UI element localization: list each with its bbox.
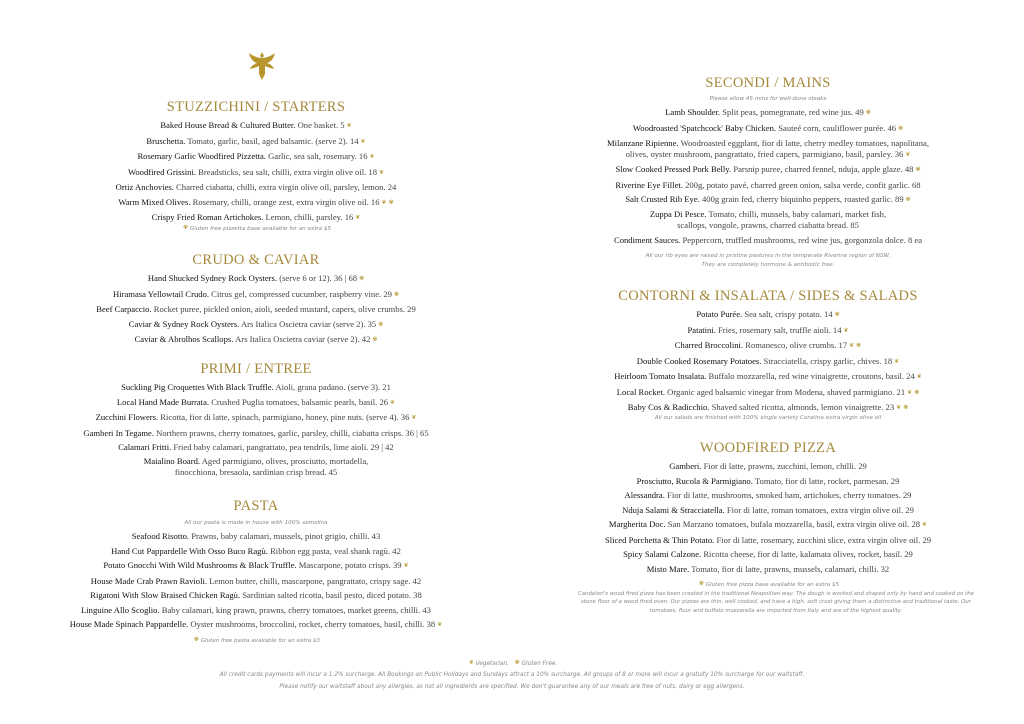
- vegetarian-leaf-icon: ❦: [437, 622, 443, 628]
- menu-item: Misto Mare. Tomato, fior di latte, prawns, mussels, calamari, chilli. 32: [646, 563, 890, 574]
- wheat-icon: ✾: [914, 389, 920, 396]
- menu-item: Slow Cooked Pressed Pork Belly. Parsnip puree, charred fennel, nduja, apple glaze. 48 ✾: [615, 164, 921, 174]
- menu-item: House Made Crab Prawn Ravioli. Lemon butter, chilli, mascarpone, pangrattato, crispy sage. 42: [90, 575, 422, 586]
- wheat-icon: ✾: [359, 276, 365, 282]
- vegetarian-leaf-icon: ❦: [849, 343, 855, 349]
- section-subnote: Please allow 45 mins for well-done steaks: [709, 96, 827, 102]
- vegetarian-leaf-icon: ❦: [403, 563, 409, 569]
- wheat-icon: ✾: [388, 199, 394, 206]
- menu-item: Bruschetta. Tomato, garlic, basil, aged balsamic. (serve 2). 14 ❦: [146, 135, 366, 146]
- vegetarian-leaf-icon: ❦: [905, 151, 911, 158]
- wheat-icon: ✾: [698, 580, 704, 587]
- menu-item: House Made Spinach Pappardelle. Oyster mushrooms, broccolini, rocket, cherry tomatoes, basil, chilli. 38 ❦: [69, 619, 443, 629]
- menu-item: Rigatoni With Slow Braised Chicken Ragù. Sardinian salted ricotta, basil pesto, diced potato. 38: [90, 590, 422, 600]
- footer-legend: ❦ Vegetarian. ✾ Gluten Free.: [468, 659, 558, 667]
- menu-item: Gamberi. Fior di latte, prawns, zucchini, lemon, chilli. 29: [669, 461, 867, 471]
- primi-list: [0, 380, 512, 480]
- menu-item: Maialino Board. Aged parmigiano, olives, prosciutto, mortadella, finocchiona, bresaola, sardinian crisp bread. 45: [143, 456, 369, 477]
- wheat-icon: ✾: [915, 167, 921, 173]
- menu-item: Hand Shucked Sydney Rock Oysters. (serve 6 or 12). 36 | 68 ✾: [147, 273, 365, 283]
- vegetarian-leaf-icon: ❦: [381, 199, 387, 206]
- menu-item: Gamberi In Tegame. Northern prawns, cherry tomatoes, garlic, parsley, chilli, ciabatta crisps. 36 | 65: [83, 427, 429, 438]
- menu-item: Spicy Salami Calzone. Ricotta cheese, fior di latte, kalamata olives, rocket, basil. 29: [623, 549, 913, 559]
- wheat-icon: ✾: [514, 659, 520, 666]
- menu-item: Lamb Shoulder. Split peas, pomegranate, red wine jus. 49 ✾: [665, 107, 871, 117]
- section-note: They are completely hormone & antibiotic free.: [701, 262, 835, 268]
- menu-item: Zuppa Di Pesce. Tomato, chilli, mussels, baby calamari, market fish, scallops, vongole, prawns, charred ciabatta bread. 85: [649, 209, 887, 230]
- section-title-secondi: SECONDI / MAINS: [705, 75, 831, 91]
- vegetarian-leaf-icon: ❦: [907, 389, 913, 396]
- crudo-list: [0, 271, 512, 348]
- footer-surcharge-note: All credit cards payments will incur a 1.2% surcharge. All Bookings on Public Holidays and Sundays attract a 10% surcharge. All groups of 8 or more will incur a gratuity 10% surcharge for our waitstaff.: [219, 672, 805, 678]
- wheat-icon: ✾: [856, 343, 862, 349]
- vegetarian-leaf-icon: ❦: [346, 123, 352, 129]
- menu-item: Double Cooked Rosemary Potatoes. Stracciatella, crispy garlic, chives. 18 ❦: [636, 355, 900, 366]
- wheat-icon: ✾: [378, 321, 384, 328]
- menu-item: Patatini. Fries, rosemary salt, truffle aioli. 14 ❦: [687, 324, 849, 335]
- menu-item: Sliced Porchetta & Thin Potato. Fior di latte, rosemary, zucchini slice, extra virgin olive oil. 29: [604, 534, 932, 545]
- menu-item: Salt Crusted Rib Eye. 400g grain fed, cherry biquinho peppers, roasted garlic. 89 ✾: [625, 194, 911, 204]
- secondi-list: [512, 105, 1024, 247]
- vegetarian-leaf-icon: ❦: [922, 522, 928, 528]
- vegetarian-leaf-icon: ❦: [468, 659, 474, 666]
- vegetarian-leaf-icon: ❦: [369, 154, 375, 160]
- menu-item: Linguine Allo Scoglio. Baby calamari, king prawn, prawns, cherry tomatoes, market greens, chilli. 43: [81, 604, 431, 615]
- vegetarian-leaf-icon: ❦: [360, 138, 366, 145]
- vegetarian-leaf-icon: ❦: [843, 327, 849, 334]
- starters-list: [0, 118, 512, 226]
- menu-item: Local Hand Made Burrata. Crushed Puglia tomatoes, balsamic pearls, basil. 26 ❦: [116, 396, 396, 407]
- menu-item: Hiramasa Yellowtail Crudo. Citrus gel, compressed cucumber, raspberry vine. 29 ✾: [113, 288, 399, 299]
- menu-item: Woodfired Grissini. Breadsticks, sea salt, chilli, extra virgin olive oil. 18 ❦: [127, 166, 385, 177]
- menu-item: Beef Carpaccio. Rocket puree, pickled onion, aioli, seeded mustard, capers, olive crumbs. 29: [96, 304, 416, 314]
- section-note: ✾ Gluten free pizzetta base available for an extra $5: [182, 224, 332, 232]
- pizza-list: [512, 459, 1024, 576]
- section-note: ✾ Gluten free pasta available for an extra $3: [193, 636, 321, 644]
- wheat-icon: ✾: [905, 197, 911, 203]
- wheat-icon: ✾: [865, 110, 871, 116]
- wheat-icon: ✾: [898, 125, 904, 132]
- menu-item: Heirloom Tomato Insalata. Buffalo mozzarella, red wine vinaigrette, croutons, basil. 24 ❦: [614, 371, 922, 381]
- section-subnote: All our pasta is made in house with 100% semolina: [184, 520, 328, 526]
- section-title-primi: PRIMI / ENTREE: [200, 361, 312, 377]
- vegetarian-leaf-icon: ❦: [355, 215, 361, 221]
- menu-item: Prosciutto, Rucola & Parmigiano. Tomato, fior di latte, rocket, parmesan. 29: [636, 475, 900, 486]
- menu-item: Baby Cos & Radicchio. Shaved salted ricotta, almonds, lemon vinaigrette. 23 ❦ ✾: [627, 402, 909, 412]
- menu-item: Caviar & Sydney Rock Oysters. Ars Italica Oscietra caviar (serve 2). 35 ✾: [128, 318, 384, 329]
- wheat-icon: ✾: [372, 337, 378, 343]
- section-note: All our salads are finished with 100% single variety Coratina extra virgin olive oil: [654, 415, 882, 421]
- vegetarian-leaf-icon: ❦: [916, 374, 922, 380]
- menu-item: Ortiz Anchovies. Charred ciabatta, chilli, extra virgin olive oil, parsley, lemon. 24: [115, 182, 397, 192]
- contorni-list: [512, 307, 1024, 416]
- menu-item: Woodroasted 'Spatchcock' Baby Chicken. Sauteé corn, cauliflower purée. 46 ✾: [632, 122, 904, 133]
- menu-item: Margherita Doc. San Marzano tomatoes, bufala mozzarella, basil, extra virgin olive oil. 28 ❦: [608, 519, 928, 529]
- vegetarian-leaf-icon: ❦: [411, 415, 417, 421]
- section-title-pizza: WOODFIRED PIZZA: [699, 440, 837, 456]
- menu-item: Charred Broccolini. Romanesco, olive crumbs. 17 ❦ ✾: [674, 340, 862, 350]
- wheat-icon: ✾: [393, 291, 399, 298]
- pasta-list: [0, 529, 512, 633]
- section-note: ✾ Gluten free pizza base available for an extra $5: [698, 580, 840, 588]
- menu-item: Milanzane Ripienne. Woodroasted eggplant, fior di latte, cherry medley tomatoes, napolitana, olives, oyster mushroom, pangrattato, fried capers, parmigiano, basil, parsley. 36 ❦: [606, 137, 930, 159]
- menu-item: Riverine Eye Fillet. 200g, potato pavé, charred green onion, salsa verde, confit garlic. 68: [615, 179, 921, 190]
- menu-item: Seafood Risotto. Prawns, baby calamari, mussels, pinot grigio, chilli. 43: [131, 531, 381, 541]
- vegetarian-leaf-icon: ❦: [379, 169, 385, 176]
- section-title-contorni: CONTORNI & INSALATA / SIDES & SALADS: [618, 288, 918, 304]
- pizza-description-paragraph: Candelori's wood fired pizza has been created in the traditional Neapolitan way. The dough is worked and shaped only by hand and cooked on the stone floor of a wood fired oven. Our pizzas are thin, well cooked, and have a high, soft crust giving them a distinctive and traditional taste. Our tomatoes, flour and buffalo mozzarella are imported from Italy and are of the highest quality.: [578, 591, 974, 614]
- vegetarian-leaf-icon: ❦: [896, 405, 902, 411]
- gold-eagle-crest-icon: [247, 50, 277, 82]
- section-title-crudo: CRUDO & CAVIAR: [192, 252, 320, 268]
- vegetarian-leaf-icon: ❦: [894, 358, 900, 365]
- menu-item: Rosemary Garlic Woodfired Pizzetta. Garlic, sea salt, rosemary. 16 ❦: [137, 151, 375, 161]
- menu-item: Caviar & Abrolhos Scallops. Ars Italica Oscietra caviar (serve 2). 42 ✾: [134, 334, 378, 344]
- menu-item: Local Rocket. Organic aged balsamic vinegar from Modena, shaved parmigiano. 21 ❦ ✾: [616, 386, 920, 397]
- menu-item: Baked House Bread & Cultured Butter. One basket. 5 ❦: [160, 120, 352, 130]
- menu-item: Hand Cut Pappardelle With Osso Buco Ragù. Ribbon egg pasta, veal shank ragù. 42: [111, 545, 401, 556]
- vegetarian-leaf-icon: ❦: [390, 399, 396, 406]
- menu-item: Potato Purée. Sea salt, crispy potato. 14 ✾: [696, 309, 840, 319]
- footer-allergy-note: Please notify our waitstaff about any allergies, as not all ingredients are specified. We don't guarantee any of our meals are free of nuts, dairy or egg allergens.: [279, 684, 745, 690]
- wheat-icon: ✾: [903, 405, 909, 411]
- menu-item: Condiment Sauces. Peppercorn, truffled mushrooms, red wine jus, gorgonzola dolce. 8 ea: [613, 234, 923, 245]
- section-title-starters: STUZZICHINI / STARTERS: [166, 99, 346, 115]
- section-note: All our rib eyes are raised in pristine pastures in the temperate Riverine region of NSW.: [645, 253, 891, 259]
- menu-item: Calamari Fritti. Fried baby calamari, pangrattato, pea tendrils, lime aioli. 29 | 42: [118, 442, 394, 452]
- menu-item: Crispy Fried Roman Artichokes. Lemon, chilli, parsley. 16 ❦: [151, 212, 361, 222]
- wheat-icon: ✾: [193, 636, 199, 643]
- menu-item: Warm Mixed Olives. Rosemary, chilli, orange zest, extra virgin olive oil. 16 ❦ ✾: [118, 196, 394, 207]
- menu-item: Alessandra. Fior di latte, mushrooms, smoked ham, artichokes, cherry tomatoes. 29: [624, 490, 912, 500]
- menu-item: Potato Gnocchi With Wild Mushrooms & Black Truffle. Mascarpone, potato crisps. 39 ❦: [103, 560, 409, 570]
- menu-item: Nduja Salami & Stracciatella. Fior di latte, roman tomatoes, extra virgin olive oil. 29: [622, 504, 914, 515]
- menu-item: Zucchini Flowers. Ricotta, fior di latte, spinach, parmigiano, honey, pine nuts. (serve 4). 36 ❦: [95, 412, 417, 422]
- wheat-icon: ✾: [834, 312, 840, 318]
- section-title-pasta: PASTA: [233, 498, 279, 514]
- menu-item: Suckling Pig Croquettes With Black Truffle. Aioli, grana padano. (serve 3). 21: [121, 382, 391, 392]
- wheat-icon: ✾: [182, 224, 188, 231]
